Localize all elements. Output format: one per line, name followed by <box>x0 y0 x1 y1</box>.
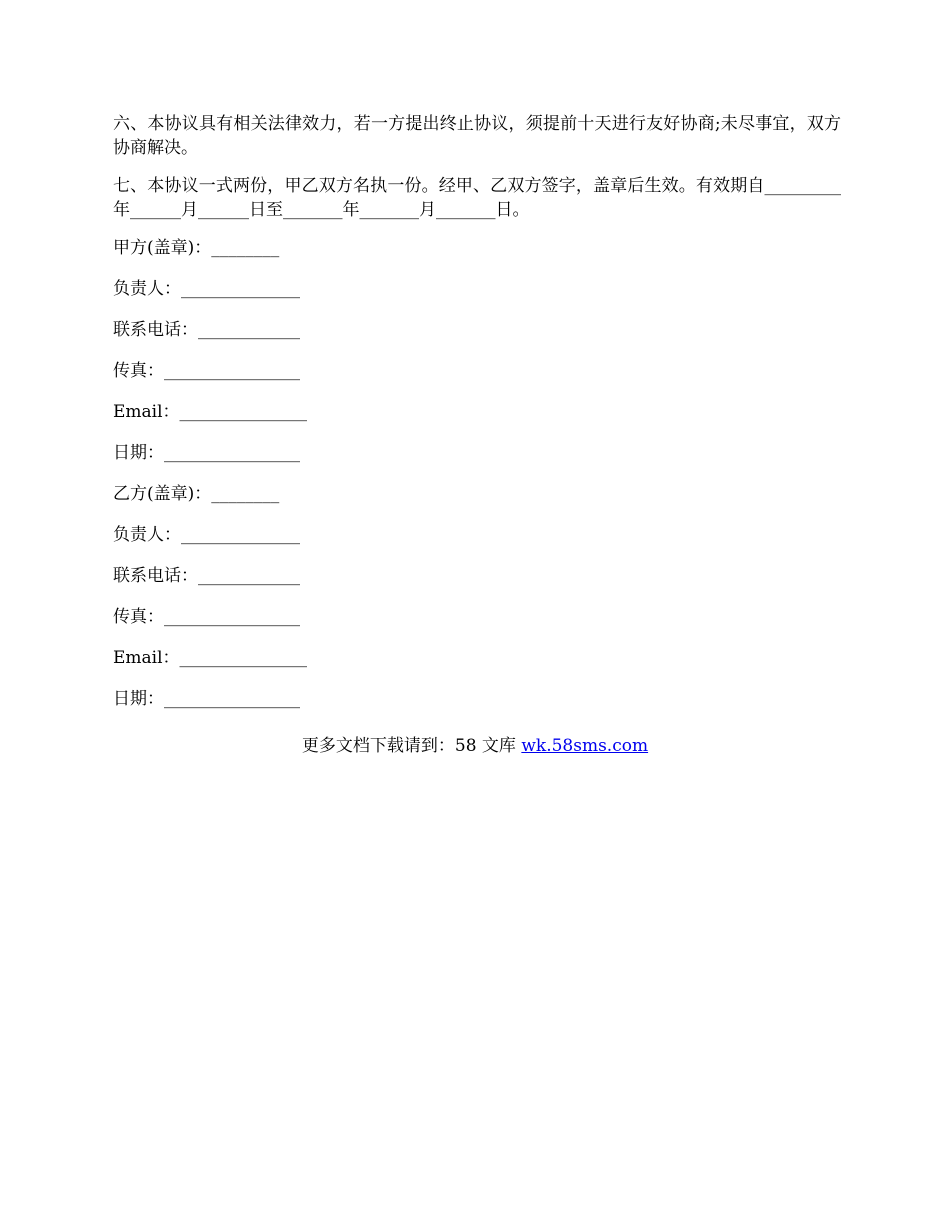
party-a-person-field: 负责人：______________ <box>113 279 300 299</box>
party-b-email-field: Email：_______________ <box>113 648 308 668</box>
party-a-block <box>113 236 841 465</box>
party-b-person-field: 负责人：______________ <box>113 525 300 545</box>
document-body <box>113 112 841 728</box>
party-a-email-field: Email：_______________ <box>113 402 308 422</box>
footer <box>0 734 950 758</box>
footer-link[interactable]: wk.58sms.com <box>521 736 649 756</box>
footer-text: 更多文档下载请到：58 文库 <box>301 736 522 756</box>
clause-six: 六、本协议具有相关法律效力，若一方提出终止协议，须提前十天进行友好协商;未尽事宜，双方协商解决。 <box>113 114 841 158</box>
party-b-fax-field: 传真：________________ <box>113 607 300 627</box>
clause-seven: 七、本协议一式两份，甲乙双方名执一份。经甲、乙双方签字，盖章后生效。有效期自_________年______月______日至_______年_______月_______日。 <box>113 176 841 220</box>
party-b-seal-field: 乙方(盖章)：________ <box>113 484 280 504</box>
party-a-seal-field: 甲方(盖章)：________ <box>113 238 280 258</box>
party-a-phone-field: 联系电话：____________ <box>113 320 300 340</box>
party-a-fax-field: 传真：________________ <box>113 361 300 381</box>
party-b-block <box>113 482 841 711</box>
party-b-date-field: 日期：________________ <box>113 689 300 709</box>
party-a-date-field: 日期：________________ <box>113 443 300 463</box>
party-b-phone-field: 联系电话：____________ <box>113 566 300 586</box>
